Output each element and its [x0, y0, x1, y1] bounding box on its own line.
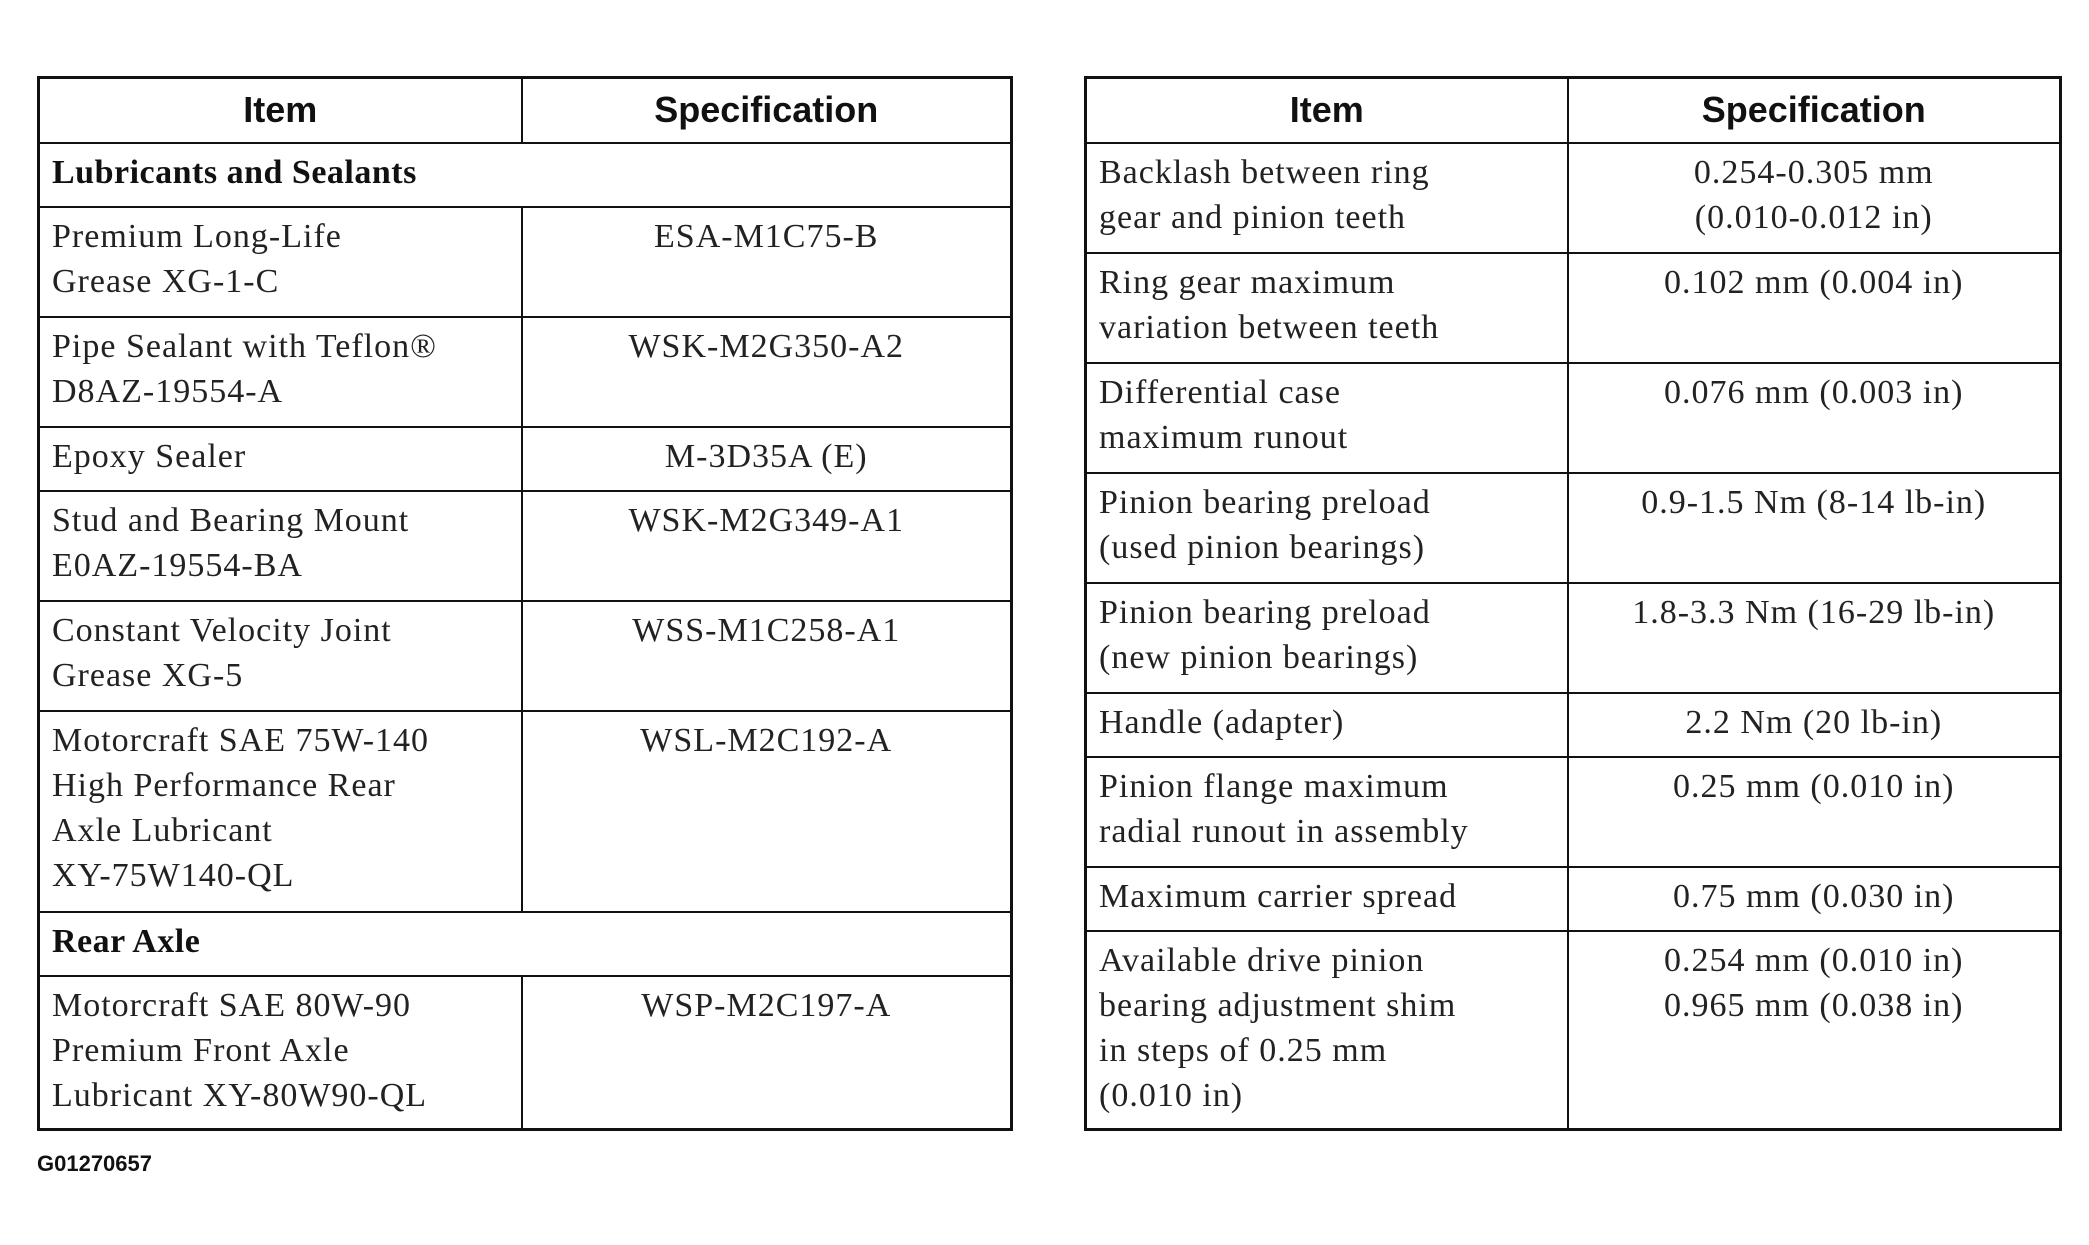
item-column-header: Item — [39, 78, 522, 143]
spec-cell: 0.102 mm (0.004 in) — [1568, 253, 2061, 363]
specification-column-header: Specification — [522, 78, 1012, 143]
item-cell: Backlash between ring gear and pinion teeth — [1086, 143, 1568, 253]
table-row — [39, 491, 1012, 601]
section-row — [39, 143, 1012, 207]
spec-cell: 0.9-1.5 Nm (8-14 lb-in) — [1568, 473, 2061, 583]
section-row — [39, 912, 1012, 976]
table-row — [39, 317, 1012, 427]
table-row — [1086, 473, 2061, 583]
spec-cell: WSP-M2C197-A — [522, 976, 1012, 1130]
table-row — [1086, 363, 2061, 473]
item-cell: Epoxy Sealer — [39, 427, 522, 491]
item-cell: Differential case maximum runout — [1086, 363, 1568, 473]
table-row — [1086, 583, 2061, 693]
spec-cell: ESA-M1C75-B — [522, 207, 1012, 317]
axle-spec-table — [1084, 76, 2062, 1131]
spec-cell: 0.75 mm (0.030 in) — [1568, 867, 2061, 931]
table-row — [39, 427, 1012, 491]
spec-cell: 2.2 Nm (20 lb-in) — [1568, 693, 2061, 757]
spec-cell: WSS-M1C258-A1 — [522, 601, 1012, 711]
item-cell: Premium Long-Life Grease XG-1-C — [39, 207, 522, 317]
lubricants-spec-table — [37, 76, 1013, 1131]
item-column-header: Item — [1086, 78, 1568, 143]
table-header-row — [39, 78, 1012, 143]
item-cell: Available drive pinion bearing adjustment shim in steps of 0.25 mm (0.010 in) — [1086, 931, 1568, 1130]
table-header-row — [1086, 78, 2061, 143]
item-cell: Motorcraft SAE 75W-140 High Performance Rear Axle Lubricant XY-75W140-QL — [39, 711, 522, 912]
table-row — [39, 207, 1012, 317]
table-row — [1086, 143, 2061, 253]
specification-column-header: Specification — [1568, 78, 2061, 143]
section-heading-lubricants: Lubricants and Sealants — [39, 143, 1012, 207]
item-cell: Constant Velocity Joint Grease XG-5 — [39, 601, 522, 711]
spec-cell: WSL-M2C192-A — [522, 711, 1012, 912]
spec-cell: 0.254-0.305 mm (0.010-0.012 in) — [1568, 143, 2061, 253]
table-row — [1086, 253, 2061, 363]
item-cell: Pipe Sealant with Teflon® D8AZ-19554-A — [39, 317, 522, 427]
item-cell: Stud and Bearing Mount E0AZ-19554-BA — [39, 491, 522, 601]
item-cell: Pinion bearing preload (used pinion bearings) — [1086, 473, 1568, 583]
spec-cell: 0.25 mm (0.010 in) — [1568, 757, 2061, 867]
table-row — [39, 976, 1012, 1130]
spec-cell: 0.254 mm (0.010 in) 0.965 mm (0.038 in) — [1568, 931, 2061, 1130]
section-heading-rear-axle: Rear Axle — [39, 912, 1012, 976]
table-row — [1086, 867, 2061, 931]
figure-id-label: G01270657 — [37, 1151, 152, 1176]
spec-cell: WSK-M2G349-A1 — [522, 491, 1012, 601]
item-cell: Pinion bearing preload (new pinion bearings) — [1086, 583, 1568, 693]
table-row — [1086, 693, 2061, 757]
item-cell: Ring gear maximum variation between teeth — [1086, 253, 1568, 363]
item-cell: Maximum carrier spread — [1086, 867, 1568, 931]
table-row — [1086, 931, 2061, 1130]
spec-cell: M-3D35A (E) — [522, 427, 1012, 491]
item-cell: Handle (adapter) — [1086, 693, 1568, 757]
table-row — [39, 711, 1012, 912]
spec-cell: 1.8-3.3 Nm (16-29 lb-in) — [1568, 583, 2061, 693]
item-cell: Pinion flange maximum radial runout in assembly — [1086, 757, 1568, 867]
table-row — [39, 601, 1012, 711]
item-cell: Motorcraft SAE 80W-90 Premium Front Axle Lubricant XY-80W90-QL — [39, 976, 522, 1130]
spec-cell: 0.076 mm (0.003 in) — [1568, 363, 2061, 473]
table-row — [1086, 757, 2061, 867]
spec-cell: WSK-M2G350-A2 — [522, 317, 1012, 427]
